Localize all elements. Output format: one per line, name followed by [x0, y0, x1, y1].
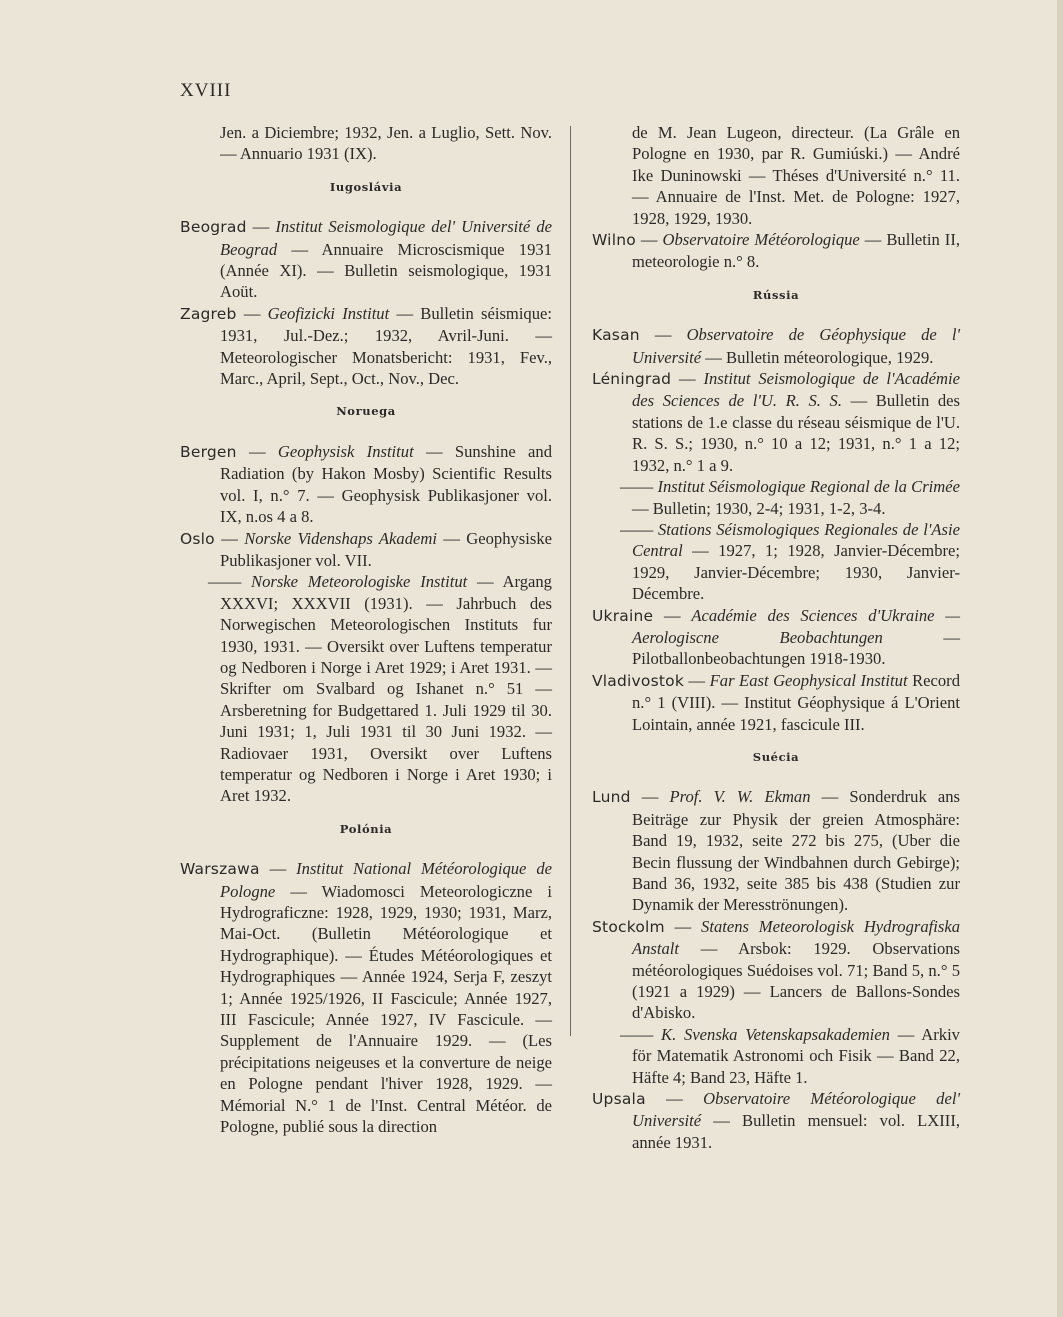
bibliography-entry: [592, 229, 960, 273]
entry-institution: Observatoire de Géophysique de l' Université: [632, 325, 961, 367]
entry-publications: — Annuaire Microscismique 1931 (Année XI). — Bulletin seismologique, 1931 Aoüt.: [220, 239, 552, 302]
entry-separator: ——: [620, 519, 658, 539]
bibliography-entry: [180, 441, 552, 528]
entry-place: Lund: [592, 788, 631, 807]
entry-institution: K. Svenska Vetenskapsakademien: [661, 1024, 890, 1044]
country-heading: Suécia: [752, 749, 800, 764]
entry-institution: Norske Videnshaps Akademi: [244, 528, 437, 548]
right-sections: [592, 285, 960, 1153]
entry-institution: Geofizicki Institut: [267, 303, 390, 323]
left-intro: Jen. a Diciembre; 1932, Jen. a Luglio, Sett. Nov. — Annuario 1931 (IX).: [220, 123, 552, 164]
bibliography-entry: [592, 605, 960, 670]
bibliography-entry: [180, 216, 552, 303]
entry-publications: — Bulletin; 1930, 2-4; 1931, 1-2, 3-4.: [632, 498, 886, 518]
entry-institution: Institut National Météorologique de Pologne: [220, 859, 552, 901]
entry-separator: —: [653, 605, 692, 625]
bibliography-entry: [180, 571, 552, 806]
entry-separator: ——: [208, 572, 251, 592]
bibliography-entry: [592, 324, 960, 368]
entry-separator: —: [671, 369, 704, 389]
entry-institution: Prof. V. W. Ekman: [669, 787, 811, 807]
entry-place: Oslo: [180, 529, 215, 548]
entry-publications: — Pilotballonbeobachtungen 1918-1930.: [632, 627, 960, 669]
entry-institution: Académie des Sciences d'Ukraine — Aerologiscne Beobachtungen: [632, 605, 960, 647]
bibliography-entry: [592, 786, 960, 915]
entry-institution: Stations Séismologiques Regionales de l'Asie Central: [632, 519, 960, 561]
right-column: [592, 122, 960, 1153]
entry-publications: — Sonderdruk ans Beiträge zur Physik der greien Atmosphäre: Band 19, 1932, seite 272 bis 275, (Uber die Becin flussung der Windbahnen durch Gebirge); Band 36, 1932, seite 385 bis 438 (Studien zur Dynamik der Meresströnungen).: [632, 787, 961, 915]
entry-publications: — Geophysiske Publikasjoner vol. VII.: [220, 528, 552, 570]
bibliography-entry: [180, 528, 552, 572]
country-heading: Polónia: [339, 821, 393, 836]
entry-separator: —: [214, 528, 245, 548]
entry-separator: —: [645, 1089, 704, 1109]
right-pre-entries: [592, 229, 960, 273]
entry-institution: Institut Séismologique Regional de la Crimée: [657, 477, 960, 497]
entry-institution: Far East Geophysical Institut: [709, 670, 908, 690]
entry-separator: —: [259, 859, 297, 879]
entry-publications: — Bulletin mensuel: vol. LXIII, année 1931.: [632, 1111, 960, 1152]
entry-separator: —: [635, 230, 663, 250]
entry-place: Ukraine: [592, 606, 654, 625]
bibliography-entry: [180, 303, 552, 390]
entry-place: Upsala: [592, 1090, 646, 1109]
left-column: [180, 122, 552, 1137]
entry-institution: Institut Seismologique del' Université de Beograd: [220, 217, 552, 259]
entry-institution: Observatoire Météorologique del' Université: [632, 1089, 960, 1131]
entry-publications: — Arkiv för Matematik Astronomi och Fisik — Band 22, Häfte 4; Band 23, Häfte 1.: [632, 1024, 960, 1087]
entry-place: Beograd: [180, 218, 247, 237]
entry-publications: — Bulletin séismique: 1931, Jul.-Dez.; 1932, Avril-Juni. — Meteorologischer Monatsbericht: 1931, Fev., Marc., April, Sept., Oct., Nov., Dec.: [220, 303, 552, 389]
bibliography-entry: [592, 476, 960, 519]
bibliography-entry: [592, 1024, 960, 1088]
entry-publications: — Arsbok: 1929. Observations météorologiques Suédoises vol. 71; Band 5, n.° 5 (1921 a 1929) — Lancers de Ballons-Sondes d'Abisko.: [632, 939, 960, 1023]
country-heading: Iugoslávia: [329, 179, 403, 194]
country-heading: Rússia: [752, 287, 800, 302]
entry-separator: —: [246, 217, 276, 237]
bibliography-entry: [592, 916, 960, 1024]
entry-separator: ——: [620, 477, 658, 497]
country-heading: Noruega: [336, 404, 396, 419]
right-intro: de M. Jean Lugeon, directeur. (La Grâle en Pologne en 1930, par R. Gumiúski.) — André Ike Duninowski — Théses d'Université n.° 11. — Annuaire de l'Inst. Met. de Pologne: 1927, 1928, 1929, 1930.: [632, 123, 960, 228]
page-number: XVIII: [180, 80, 232, 101]
entry-institution: Geophysisk Institut: [277, 441, 414, 461]
entry-institution: Norske Meteorologiske Institut: [251, 572, 468, 592]
entry-publications: — Bulletin des stations de 1.e classe du réseau séismique de l'U. R. S. S.; 1930, n.° 10 a 12; 1931, n.° 1 a 12; 1932, n.° 1 a 9.: [632, 391, 960, 475]
entry-institution: Institut Seismologique de l'Académie des Sciences de l'U. R. S. S.: [632, 369, 960, 411]
entry-place: Wilno: [592, 231, 636, 250]
entry-publications: — Bulletin méteorologique, 1929.: [701, 347, 934, 367]
bibliography-entry: [592, 670, 960, 735]
entry-place: Vladivostok: [592, 671, 685, 690]
entry-place: Warszawa: [180, 860, 260, 879]
entry-publications: — Wiadomosci Meteorologiczne i Hydrograficzne: 1928, 1929, 1930; 1931, Marz, Mai-Oct. (Bulletin Météorologique et Hydrographique). — Études Météorologiques et Hydrographiques — Année 1924, Serja F, zeszyt 1; Année 1925/1926, II Fascicule; Année 1927, III Fascicule; Année 1927, IV Fascicule. — Supplement de l'Annuaire 1929. — (Les précipitations neigeuses et la converture de neige en Pologne pendant l'hiver 1928, 1929. — Mémorial N.° 1 de l'Inst. Central Météor. de Pologne, publié sous la direction: [220, 881, 552, 1137]
entry-separator: —: [664, 916, 702, 936]
entry-publications: — Bulletin II, meteorologie n.° 8.: [632, 230, 960, 272]
entry-publications: — Argang XXXVI; XXXVII (1931). — Jahrbuch des Norwegischen Meteorologischen Instituts fur 1930, 1931. — Oversikt over Luftens temperatur og Nedboren i Norge i Aret 1929; i Aret 1931. — Skrifter om Svalbard og Ishanet n.° 51 — Arsberetning for Budgettared 1. Juli 1929 til 30. Juni 1931; 1, Juli 1931 til 30 Juni 1932. — Radiovaer 1931, Oversikt over Luftens temperatur og Nedboren i Norge i Aret 1930; i Aret 1932.: [220, 572, 552, 806]
entry-separator: —: [630, 787, 670, 807]
entry-publications: — 1927, 1; 1928, Janvier-Décembre; 1929, Janvier-Décembre; 1930, Janvier-Décembre.: [632, 541, 960, 604]
entry-separator: —: [684, 670, 710, 690]
bibliography-entry: [180, 858, 552, 1137]
bibliography-entry: [592, 368, 960, 476]
entry-place: Kasan: [592, 326, 640, 345]
entry-publications: Record n.° 1 (VIII). — Institut Géophysique á L'Orient Lointain, année 1921, fascicule III.: [632, 670, 960, 734]
left-sections: [180, 177, 552, 1138]
entry-separator: ——: [620, 1024, 661, 1044]
entry-separator: —: [639, 325, 687, 345]
entry-place: Stockolm: [592, 917, 665, 936]
entry-institution: Statens Meteorologisk Hydrografiska Anstalt: [632, 916, 960, 959]
entry-place: Bergen: [180, 442, 237, 461]
column-divider: [570, 126, 571, 1036]
entry-separator: —: [236, 303, 268, 323]
entry-place: Léningrad: [592, 370, 672, 389]
bibliography-entry: [592, 1088, 960, 1153]
entry-separator: —: [236, 441, 278, 461]
entry-publications: — Sunshine and Radiation (by Hakon Mosby) Scientific Results vol. I, n.° 7. — Geophysisk Publikasjoner vol. IX, n.os 4 a 8.: [220, 441, 553, 527]
entry-institution: Observatoire Météorologique: [662, 230, 860, 250]
bibliography-entry: [592, 519, 960, 605]
entry-place: Zagreb: [180, 304, 237, 323]
